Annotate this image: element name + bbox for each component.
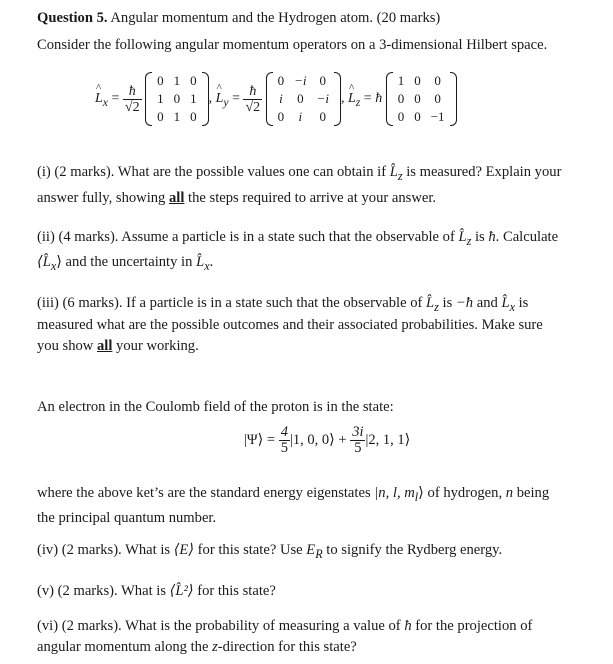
Lx-label: ^ $L_x$ (95, 91, 108, 106)
Lx-cell: 1 (173, 109, 181, 124)
part-i-line2: answer fully, showing all the steps required to arrive at your answer. (37, 190, 437, 206)
Ly-cell: −i (294, 73, 307, 88)
Ly-cell: 0 (277, 109, 285, 124)
part-v: (v) (2 marks). What is ⟨L̂²⟩ for this state? (37, 583, 276, 599)
Lz-matrix (386, 72, 457, 126)
where-line1: where the above ket’s are the standard energy eigenstates |n, l, $m_l⟩$ of hydrogen, n being (37, 485, 550, 504)
Lx-cell: 1 (157, 91, 164, 106)
Lx-cell: 0 (190, 109, 197, 124)
part-vi-line1: (vi) (2 marks). What is the probability of measuring a value of ħ for the projection of (37, 618, 533, 634)
Ly-cell: i (279, 91, 283, 106)
Lz-cell: 0 (414, 109, 421, 124)
Lz-cell: 0 (414, 91, 421, 106)
Ly-label: ^ $L_y$ (216, 91, 229, 106)
Ly-cell: 0 (319, 73, 326, 88)
Lz-cell: 0 (434, 73, 441, 88)
Ly-cell: −i (316, 91, 329, 106)
part-iii-line2: measured what are the possible outcomes and their associated probabilities. Make sure (37, 317, 543, 333)
Lz-cell: 0 (414, 73, 421, 88)
part-iv: (iv) (2 marks). What is ⟨E⟩ for this state? Use $E_R$ to signify the Rydberg energy. (37, 542, 503, 561)
Lz-cell: 1 (397, 73, 405, 88)
hbar-over-root2-y: $\frac{ħ}{√2}$ (245, 83, 261, 115)
question-intro: Consider the following angular momentum operators on a 3-dimensional Hilbert space. (37, 37, 548, 53)
part-i-line1: (i) (2 marks). What are the possible values one can obtain if $L̂_z$ is measured? Explain your (37, 164, 562, 183)
Ly-cell: 0 (297, 91, 304, 106)
state-equation: |Ψ⟩ = $\frac{4}{5}$ |1, 0, 0⟩ + $\frac{3i}{5}$ |2, 1, 1⟩ (244, 424, 411, 456)
Lz-label: ^ $L_z$ (348, 91, 360, 106)
Lx-cell: 1 (190, 91, 197, 106)
part-ii-line1: (ii) (4 marks). Assume a particle is in a state such that the observable of $L̂_z$ is ħ. Calculate (37, 229, 559, 248)
Lx-cell: 0 (190, 73, 197, 88)
electron-intro: An electron in the Coulomb field of the proton is in the state: (37, 399, 394, 415)
Ly-cell: 0 (277, 73, 285, 88)
Ly-cell: 0 (319, 109, 326, 124)
Ly-matrix (266, 72, 341, 126)
Lz-cell: 0 (397, 91, 405, 106)
hbar-over-root2-x: $\frac{ħ}{√2}$ (124, 83, 140, 115)
part-ii-line2: $⟨L̂_x⟩$ and the uncertainty in $L̂_x$. (37, 254, 214, 273)
Lx-cell: 0 (173, 91, 181, 106)
part-iii-line1: (iii) (6 marks). If a particle is in a state such that the observable of $L̂_z$ is −ħ and $L̂_x$ is (37, 295, 529, 314)
coeff-2: $\frac{3i}{5}$ (352, 424, 364, 456)
part-iii-line3: you show all your working. (37, 338, 199, 354)
operator-equations: ^ $L_x$ = $\frac{ħ}{√2}$ 0 1 0 1 0 1 0 1 0 , ^ $L_y$ = $\frac{ħ}{√2}$ 0 −i 0 i 0 −i 0 i 0 , ^ $L_z$ = ħ 1 0 0 0 0 0 0 0 −1 (95, 72, 457, 126)
coeff-1: $\frac{4}{5}$ (280, 424, 288, 456)
Lz-cell: −1 (430, 109, 445, 124)
Lz-cell: 0 (434, 91, 441, 106)
Lx-cell: 0 (157, 73, 164, 88)
Lz-cell: 0 (397, 109, 405, 124)
where-line2: the principal quantum number. (37, 510, 217, 526)
Lx-cell: 0 (157, 109, 164, 124)
question-title: Question 5. Angular momentum and the Hydrogen atom. (20 marks) (37, 10, 441, 26)
Lx-matrix (145, 72, 209, 126)
Lx-cell: 1 (173, 73, 181, 88)
Ly-cell: i (298, 109, 303, 124)
part-vi-line2: angular momentum along the z-direction for this state? (37, 639, 357, 655)
